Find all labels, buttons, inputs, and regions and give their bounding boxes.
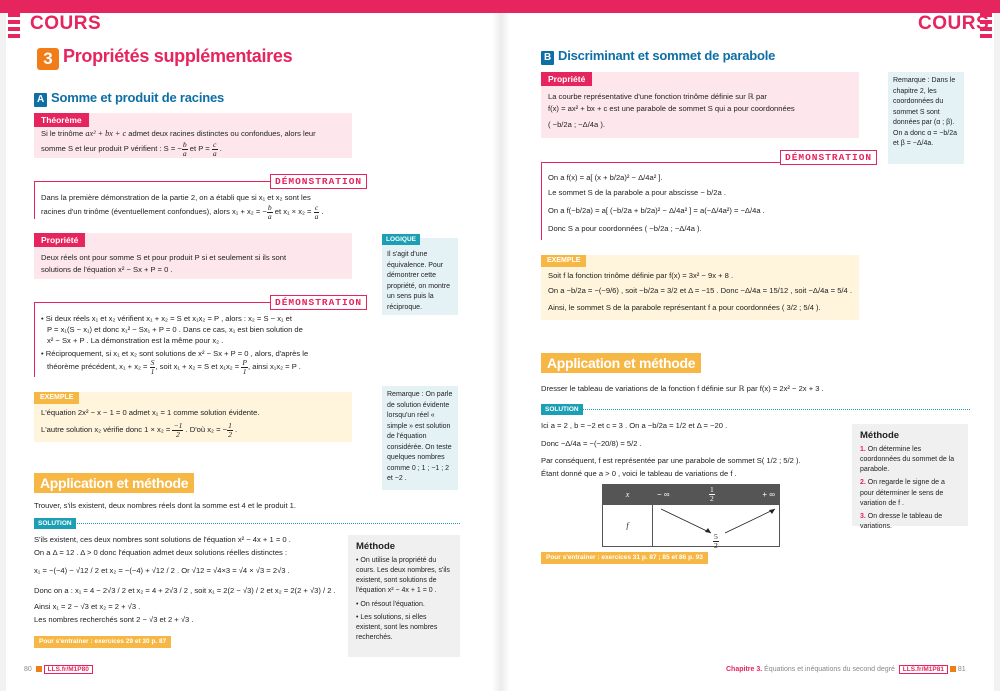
solution-tag: SOLUTION <box>541 404 583 415</box>
exemple-line-2: L'autre solution x₂ vérifie donc 1 × x₂ = $\frac{-1}{2}$ . D'où x₂ = − $\frac{1}{2}$ . <box>41 421 238 439</box>
propriete-line-2: f(x) = ax² + bx + c est une parabole de sommet S qui a pour coordonnées <box>548 104 795 113</box>
stripe-ornament-icon <box>8 13 20 41</box>
footer-chapter-title: Équations et inéquations du second degré <box>764 666 895 673</box>
subsection-b-title: Discriminant et sommet de parabole <box>558 48 776 63</box>
solution-tag: SOLUTION <box>34 518 76 529</box>
methode-title: Méthode <box>860 430 900 441</box>
demo2-bullet2-line1: • Réciproquement, si x₁ et x₂ sont solutions de x² − Sx + P = 0 , alors, d'après le <box>41 349 309 358</box>
theoreme-line-1: Si le trinôme ax² + bx + c admet deux racines distinctes ou confondues, alors leur <box>41 129 316 138</box>
propriete-tag: Propriété <box>34 233 85 247</box>
methode-item: 1. On détermine les coordonnées du sommet de la parabole. <box>860 446 955 474</box>
demo2-bullet1-line1: • Si deux réels x₁ et x₂ vérifient x₁ + x₂ = S et x₁x₂ = P , alors : x₂ = S − x₁ et <box>41 314 292 323</box>
table-minimum: $\frac{5}{2}$ <box>714 532 718 550</box>
demonstration-tag: DÉMONSTRATION <box>780 150 877 165</box>
cours-heading-left: COURS <box>30 13 102 34</box>
methode-item: • On résout l'équation. <box>356 600 425 608</box>
propriete-line-2: solutions de l'équation x² − Sx + P = 0 . <box>41 265 173 274</box>
entrainer-link[interactable]: Pour s'entraîner : exercices 31 p. 87 ; 85 et 86 p. 93 <box>541 552 708 564</box>
footer-link-right[interactable]: LLS.fr/M1P81 <box>899 665 948 674</box>
demo1-line-1: Dans la première démonstration de la partie 2, on a établi que si x₁ et x₂ sont les <box>41 193 311 202</box>
top-banner <box>0 0 1000 13</box>
footer-right <box>726 665 966 675</box>
remarque-sidebar: Remarque : On parle de solution évidente lorsqu'un réel « simple » est solution de l'équation considérée. On teste quelques nombres comme 0 ; 1 ; −1 ; 2 et −2 . <box>382 386 458 490</box>
solution-line-3: Par conséquent, f est représentée par une parabole de sommet S( 1/2 ; 5/2 ). <box>541 456 801 465</box>
demo2-bullet1-line2: P = x₁(S − x₁) et donc x₁² − Sx₁ + P = 0 . Dans ce cas, x₁ est bien solution de <box>47 325 303 334</box>
solution-line-1: S'ils existent, ces deux nombres sont solutions de l'équation x² − 4x + 1 = 0 . <box>34 535 291 544</box>
decreasing-arrow-icon <box>661 509 711 533</box>
exemple-line-3: Ainsi, le sommet S de la parabole représentant f a pour coordonnées ( 3/2 ; 5/4 ). <box>548 303 821 312</box>
entrainer-link[interactable]: Pour s'entraîner : exercices 29 et 30 p. 87 <box>34 636 171 648</box>
footer-chapter: Chapitre 3. <box>726 666 763 673</box>
book-gutter <box>492 13 510 691</box>
propriete-line-3: ( −b/2a ; −Δ/4a ). <box>548 120 605 129</box>
exemple-line-2: On a −b/2a = −(−9/6) , soit −b/2a = 3/2 et Δ = −15 . Donc −Δ/4a = 15/12 , soit −Δ/4a = 5/4 . <box>548 286 852 295</box>
logique-tag: LOGIQUE <box>382 234 420 245</box>
solution-line-1: Ici a = 2 , b = −2 et c = 3 . On a −b/2a = 1/2 et Δ = −20 . <box>541 421 728 430</box>
solution-line-4: Donc on a : x₁ = 4 − 2√3 / 2 et x₂ = 4 + 2√3 / 2 , soit x₁ = 2(2 − √3) / 2 et x₂ = 2(2 + √3) / 2 . <box>34 586 336 595</box>
section-title: Propriétés supplémentaires <box>63 46 293 66</box>
exemple-line-1: L'équation 2x² − x − 1 = 0 admet x₁ = 1 comme solution évidente. <box>41 408 260 417</box>
variation-table <box>602 484 780 550</box>
square-bullet-icon <box>36 666 42 672</box>
solution-divider <box>578 409 970 410</box>
propriete-line-1: Deux réels ont pour somme S et pour produit P si et seulement si ils sont <box>41 253 287 262</box>
application-question: Dresser le tableau de variations de la fonction f définie sur ℝ par f(x) = 2x² − 2x + 3 . <box>541 384 824 393</box>
demo1-line-2: racines d'un trinôme (éventuellement confondues), alors x₁ + x₂ = − $\frac{b}{a}$ et x₁ × x₂ = $\frac{c}{a}$ . <box>41 203 324 221</box>
table-x-label: x <box>603 485 653 505</box>
demo-line-2: Le sommet S de la parabole a pour abscisse − b/2a . <box>548 188 726 197</box>
solution-line-3: x₁ = −(−4) − √12 / 2 et x₂ = −(−4) + √12 / 2 . Or √12 = √4×3 = √4 × √3 = 2√3 . <box>34 566 290 575</box>
solution-line-5: Ainsi x₁ = 2 − √3 et x₂ = 2 + √3 . <box>34 602 141 611</box>
demo2-bullet1-line3: x² − Sx + P . La démonstration est la même pour x₂ . <box>47 336 224 345</box>
logique-sidebar: Il s'agit d'une équivalence. Pour démontrer cette propriété, on montre un sens puis la réciproque. <box>382 238 458 315</box>
table-plus-inf: + ∞ <box>762 490 775 499</box>
solution-line-2: On a Δ = 12 . Δ > 0 donc l'équation admet deux solutions réelles distinctes : <box>34 548 288 557</box>
exemple-line-1: Soit f la fonction trinôme définie par f(x) = 3x² − 9x + 8 . <box>548 271 734 280</box>
theoreme-line-2: somme S et leur produit P vérifient : S = − $\frac{b}{a}$ et P = $\frac{c}{a}$ . <box>41 140 222 158</box>
solution-divider <box>72 523 460 524</box>
demonstration-tag: DÉMONSTRATION <box>270 295 367 310</box>
cours-heading-right: COURS <box>918 13 990 34</box>
page-edge-left <box>0 13 6 691</box>
exemple-tag: EXEMPLE <box>541 255 586 267</box>
increasing-arrow-icon <box>725 509 775 533</box>
solution-line-4: Étant donné que a > 0 , voici le tableau de variations de f . <box>541 469 737 478</box>
methode-item: 3. On dresse le tableau de variations. <box>860 512 943 530</box>
footer-left <box>24 665 93 675</box>
solution-line-2: Donc −Δ/4a = −(−20/8) = 5/2 . <box>541 439 642 448</box>
subsection-letter: B <box>541 51 554 65</box>
page-number: 80 <box>24 666 32 673</box>
demo2-bullet2-line2: théorème précédent, x₁ + x₂ = $\frac{S}{1}$ , soit x₁ + x₂ = S et x₁x₂ = $\frac{P}{1}$ , ainsi x₁x₂ = P . <box>47 358 301 376</box>
square-bullet-icon <box>950 666 956 672</box>
methode-item: • Les solutions, si elles existent, sont les nombres recherchés. <box>356 613 438 641</box>
page-number: 81 <box>957 666 966 673</box>
page-edge-right <box>994 13 1000 691</box>
section-number-badge: 3 <box>37 48 59 70</box>
methode-box <box>852 424 968 530</box>
application-title: Application et méthode <box>541 353 701 373</box>
demo-line-1: On a f(x) = a[ (x + b/2a)² − Δ/4a² ]. <box>548 173 663 182</box>
methode-title: Méthode <box>356 541 396 552</box>
propriete-line-1: La courbe représentative d'une fonction trinôme définie sur ℝ par <box>548 92 767 101</box>
table-minus-inf: − ∞ <box>657 489 670 499</box>
footer-link-left[interactable]: LLS.fr/M1P80 <box>44 665 93 674</box>
exemple-tag: EXEMPLE <box>34 392 79 404</box>
demonstration-tag: DÉMONSTRATION <box>270 174 367 189</box>
application-title: Application et méthode <box>34 473 194 493</box>
table-f-label: f <box>603 505 653 547</box>
subsection-a-heading <box>34 90 224 107</box>
table-f-row <box>653 505 780 550</box>
table-vertex-x: $\frac{1}{2}$ <box>710 485 714 503</box>
subsection-a-title: Somme et produit de racines <box>51 90 225 105</box>
application-question: Trouver, s'ils existent, deux nombres réels dont la somme est 4 et le produit 1. <box>34 501 297 510</box>
subsection-b-heading <box>541 48 775 65</box>
propriete-tag: Propriété <box>541 72 592 86</box>
remarque-sidebar: Remarque : Dans le chapitre 2, les coordonnées du sommet S sont données par (α ; β). On a donc α = −b/2a et β = −Δ/4a. <box>888 72 964 164</box>
methode-box <box>348 535 460 657</box>
solution-line-6: Les nombres recherchés sont 2 − √3 et 2 + √3 . <box>34 615 194 624</box>
theoreme-tag: Théorème <box>34 113 89 127</box>
subsection-letter: A <box>34 93 47 107</box>
table-x-row <box>653 485 780 505</box>
demo-line-4: Donc S a pour coordonnées ( −b/2a ; −Δ/4a ). <box>548 224 702 233</box>
methode-item: 2. On regarde le signe de a pour déterminer le sens de variation de f . <box>860 479 945 507</box>
methode-item: • On utilise la propriété du cours. Les deux nombres, s'ils existent, sont solutions de l'équation x² − 4x + 1 = 0 . <box>356 557 450 595</box>
demo-line-3: On a f(−b/2a) = a[ (−b/2a + b/2a)² − Δ/4a² ] = a(−Δ/4a²) = −Δ/4a . <box>548 206 765 215</box>
